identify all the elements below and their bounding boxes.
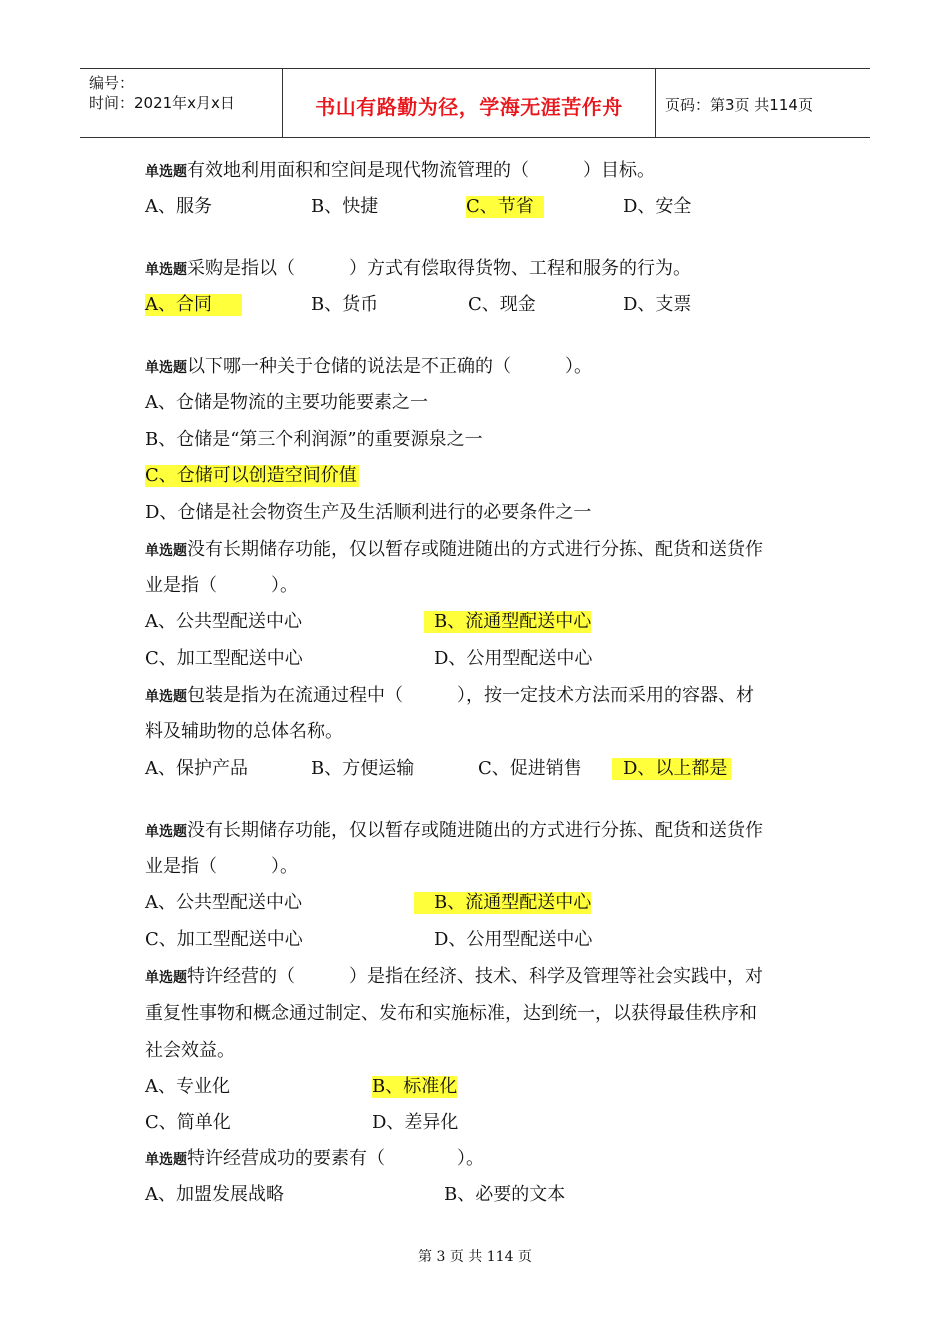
q5-option-a: A、保护产品 — [145, 758, 248, 779]
page-header — [80, 68, 870, 138]
header-info-cell — [80, 69, 283, 137]
q3-option-a: A、仓储是物流的主要功能要素之一 — [145, 392, 428, 413]
q8-option-a: A、加盟发展战略 — [145, 1184, 284, 1205]
q4-option-c: C、加工型配送中心 — [145, 648, 303, 669]
question-type-tag: 单选题 — [145, 164, 187, 180]
question-type-tag: 单选题 — [145, 689, 187, 705]
q7-option-a: A、专业化 — [145, 1076, 230, 1097]
q7-option-d: D、差异化 — [372, 1112, 459, 1133]
q2-option-b: B、货币 — [311, 294, 379, 315]
q4-option-b-answer: B、流通型配送中心 — [424, 611, 591, 633]
question-type-tag: 单选题 — [145, 1152, 187, 1168]
question-5 — [145, 685, 754, 708]
question-5-stem-line-1: 包装是指为在流通过程中（ ），按一定技术方法而采用的容器、材 — [187, 685, 754, 706]
q2-option-d: D、支票 — [623, 294, 692, 315]
q3-option-b: B、仓储是“第三个利润源”的重要源泉之一 — [145, 429, 483, 450]
question-6-stem-line-1: 没有长期储存功能，仅以暂存或随进随出的方式进行分拣、配货和送货作 — [187, 820, 763, 841]
question-3-stem: 以下哪一种关于仓储的说法是不正确的（ ）。 — [187, 356, 592, 377]
q2-option-a-answer: A、合同 — [145, 294, 242, 316]
question-4 — [145, 539, 763, 562]
question-5-stem-line-2: 料及辅助物的总体名称。 — [145, 721, 343, 742]
q4-option-a: A、公共型配送中心 — [145, 611, 302, 632]
q6-option-a: A、公共型配送中心 — [145, 892, 302, 913]
question-6-stem-line-2: 业是指（ ）。 — [145, 856, 298, 877]
question-3 — [145, 356, 592, 379]
q2-option-c: C、现金 — [468, 294, 536, 315]
q7-option-b-answer: B、标准化 — [372, 1076, 458, 1097]
question-type-tag: 单选题 — [145, 824, 187, 840]
q3-option-c-answer: C、仓储可以创造空间价值 — [145, 465, 357, 486]
document-date-label: 时间：2021年x月x日 — [89, 94, 235, 112]
question-6 — [145, 820, 763, 843]
header-motto-cell — [283, 69, 656, 137]
question-8-stem: 特许经营成功的要素有（ ）。 — [187, 1148, 484, 1169]
page-footer: 第 3 页 共 114 页 — [418, 1249, 532, 1265]
q1-option-b: B、快捷 — [311, 196, 379, 217]
question-4-stem-line-2: 业是指（ ）。 — [145, 575, 298, 596]
question-2-stem: 采购是指以（ ）方式有偿取得货物、工程和服务的行为。 — [187, 258, 691, 279]
question-8 — [145, 1148, 484, 1171]
question-type-tag: 单选题 — [145, 970, 187, 986]
question-1-stem: 有效地利用面积和空间是现代物流管理的（ ）目标。 — [187, 160, 655, 181]
question-type-tag: 单选题 — [145, 360, 187, 376]
q5-option-d-answer: D、以上都是 — [612, 758, 731, 780]
question-7-stem-line-2: 重复性事物和概念通过制定、发布和实施标准，达到统一，以获得最佳秩序和 — [145, 1003, 757, 1024]
question-type-tag: 单选题 — [145, 262, 187, 278]
q3-option-d: D、仓储是社会物资生产及生活顺利进行的必要条件之一 — [145, 502, 592, 523]
q6-option-b-answer: B、流通型配送中心 — [414, 892, 591, 914]
q7-option-c: C、简单化 — [145, 1112, 231, 1133]
q5-option-c: C、促进销售 — [478, 758, 582, 779]
question-7 — [145, 966, 763, 989]
q6-option-d: D、公用型配送中心 — [434, 929, 593, 950]
document-number-label: 编号： — [89, 74, 135, 92]
q8-option-b: B、必要的文本 — [444, 1184, 566, 1205]
question-2 — [145, 258, 691, 281]
question-1 — [145, 160, 655, 183]
header-page-info: 页码：第3页 共114页 — [665, 96, 813, 114]
question-7-stem-line-1: 特许经营的（ ）是指在经济、技术、科学及管理等社会实践中，对 — [187, 966, 763, 987]
q1-option-d: D、安全 — [623, 196, 692, 217]
question-7-stem-line-3: 社会效益。 — [145, 1040, 235, 1061]
motto-text: 书山有路勤为径，学海无涯苦作舟 — [315, 95, 623, 119]
question-type-tag: 单选题 — [145, 543, 187, 559]
header-page-cell — [657, 69, 870, 137]
q1-option-c-answer: C、节省 — [466, 196, 544, 218]
question-4-stem-line-1: 没有长期储存功能，仅以暂存或随进随出的方式进行分拣、配货和送货作 — [187, 539, 763, 560]
q6-option-c: C、加工型配送中心 — [145, 929, 303, 950]
q5-option-b: B、方便运输 — [311, 758, 415, 779]
q1-option-a: A、服务 — [145, 196, 212, 217]
q4-option-d: D、公用型配送中心 — [434, 648, 593, 669]
